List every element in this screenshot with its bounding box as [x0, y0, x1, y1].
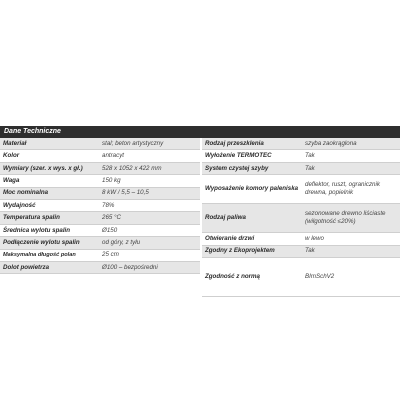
- row-value: 528 x 1052 x 422 mm: [102, 164, 162, 172]
- table-row: [0, 237, 200, 249]
- table-columns: [0, 138, 400, 297]
- row-value: Ø100 – bezpośredni: [102, 263, 158, 271]
- table-row: [0, 225, 200, 237]
- table-row: [0, 200, 200, 212]
- table-row: [0, 163, 200, 175]
- table-row: [202, 150, 400, 162]
- row-value: 265 °C: [102, 214, 121, 222]
- table-row: [202, 233, 400, 245]
- row-value: stal; beton artystyczny: [102, 139, 164, 147]
- row-value: deflektor, ruszt, ogranicznik drewna, popielnik: [305, 181, 380, 197]
- row-label: Otwieranie drzwi: [205, 234, 255, 242]
- row-label: Moc nominalna: [3, 189, 49, 197]
- row-value: BImSchV2: [305, 273, 335, 281]
- row-label: Waga: [3, 176, 20, 184]
- row-value: szyba zaokrąglona: [305, 139, 357, 147]
- row-value: od góry, z tyłu: [102, 238, 141, 246]
- row-value: sezonowane drewno liściaste (wilgotność ≤20%): [305, 210, 386, 226]
- table-row: [202, 204, 400, 233]
- row-value: 150 kg: [102, 176, 121, 184]
- table-row: [0, 138, 200, 150]
- table-row: [202, 258, 400, 297]
- row-value: 25 cm: [102, 251, 119, 259]
- row-label: Wyposażenie komory paleniska: [205, 185, 299, 193]
- row-label: Temperatura spalin: [3, 214, 60, 222]
- row-label: Zgodny z Ekoprojektem: [205, 247, 275, 255]
- row-value: Ø150: [102, 226, 118, 234]
- row-label: Kolor: [3, 152, 20, 160]
- table-row: [202, 175, 400, 204]
- row-label: Dolot powietrza: [3, 263, 50, 271]
- table-title: Dane Techniczne: [0, 126, 400, 138]
- table-row: [0, 262, 200, 274]
- table-row: [202, 163, 400, 175]
- row-label: Podłączenie wylotu spalin: [3, 238, 80, 246]
- row-value: Tak: [305, 152, 315, 160]
- row-value: 8 kW / 5,5 – 10,5: [102, 189, 149, 197]
- table-row: [0, 188, 200, 200]
- technical-data-table: [0, 126, 400, 297]
- row-value: antracyt: [102, 152, 125, 160]
- row-label: Wyłożenie TERMOTEC: [205, 152, 272, 160]
- row-label: Materiał: [3, 139, 27, 147]
- row-label: Wymiary (szer. x wys. x gł.): [3, 164, 83, 172]
- row-label: Maksymalna długość polan: [3, 251, 76, 258]
- right-column: [202, 138, 400, 297]
- table-row: [0, 212, 200, 224]
- table-row: [0, 150, 200, 162]
- left-column: [0, 138, 200, 297]
- row-label: Rodzaj przeszklenia: [205, 139, 264, 147]
- row-label: Zgodność z normą: [205, 273, 261, 281]
- row-label: Rodzaj paliwa: [205, 214, 246, 222]
- row-label: Wydajność: [3, 201, 36, 209]
- row-value: w lewo: [305, 234, 324, 242]
- table-row: [0, 250, 200, 262]
- table-row: [202, 138, 400, 150]
- row-value: Tak: [305, 247, 315, 255]
- row-label: System czystej szyby: [205, 164, 269, 172]
- row-value: 78%: [102, 201, 115, 209]
- table-row: [202, 246, 400, 258]
- table-row: [0, 175, 200, 187]
- row-value: Tak: [305, 164, 315, 172]
- row-label: Średnica wylotu spalin: [3, 226, 71, 234]
